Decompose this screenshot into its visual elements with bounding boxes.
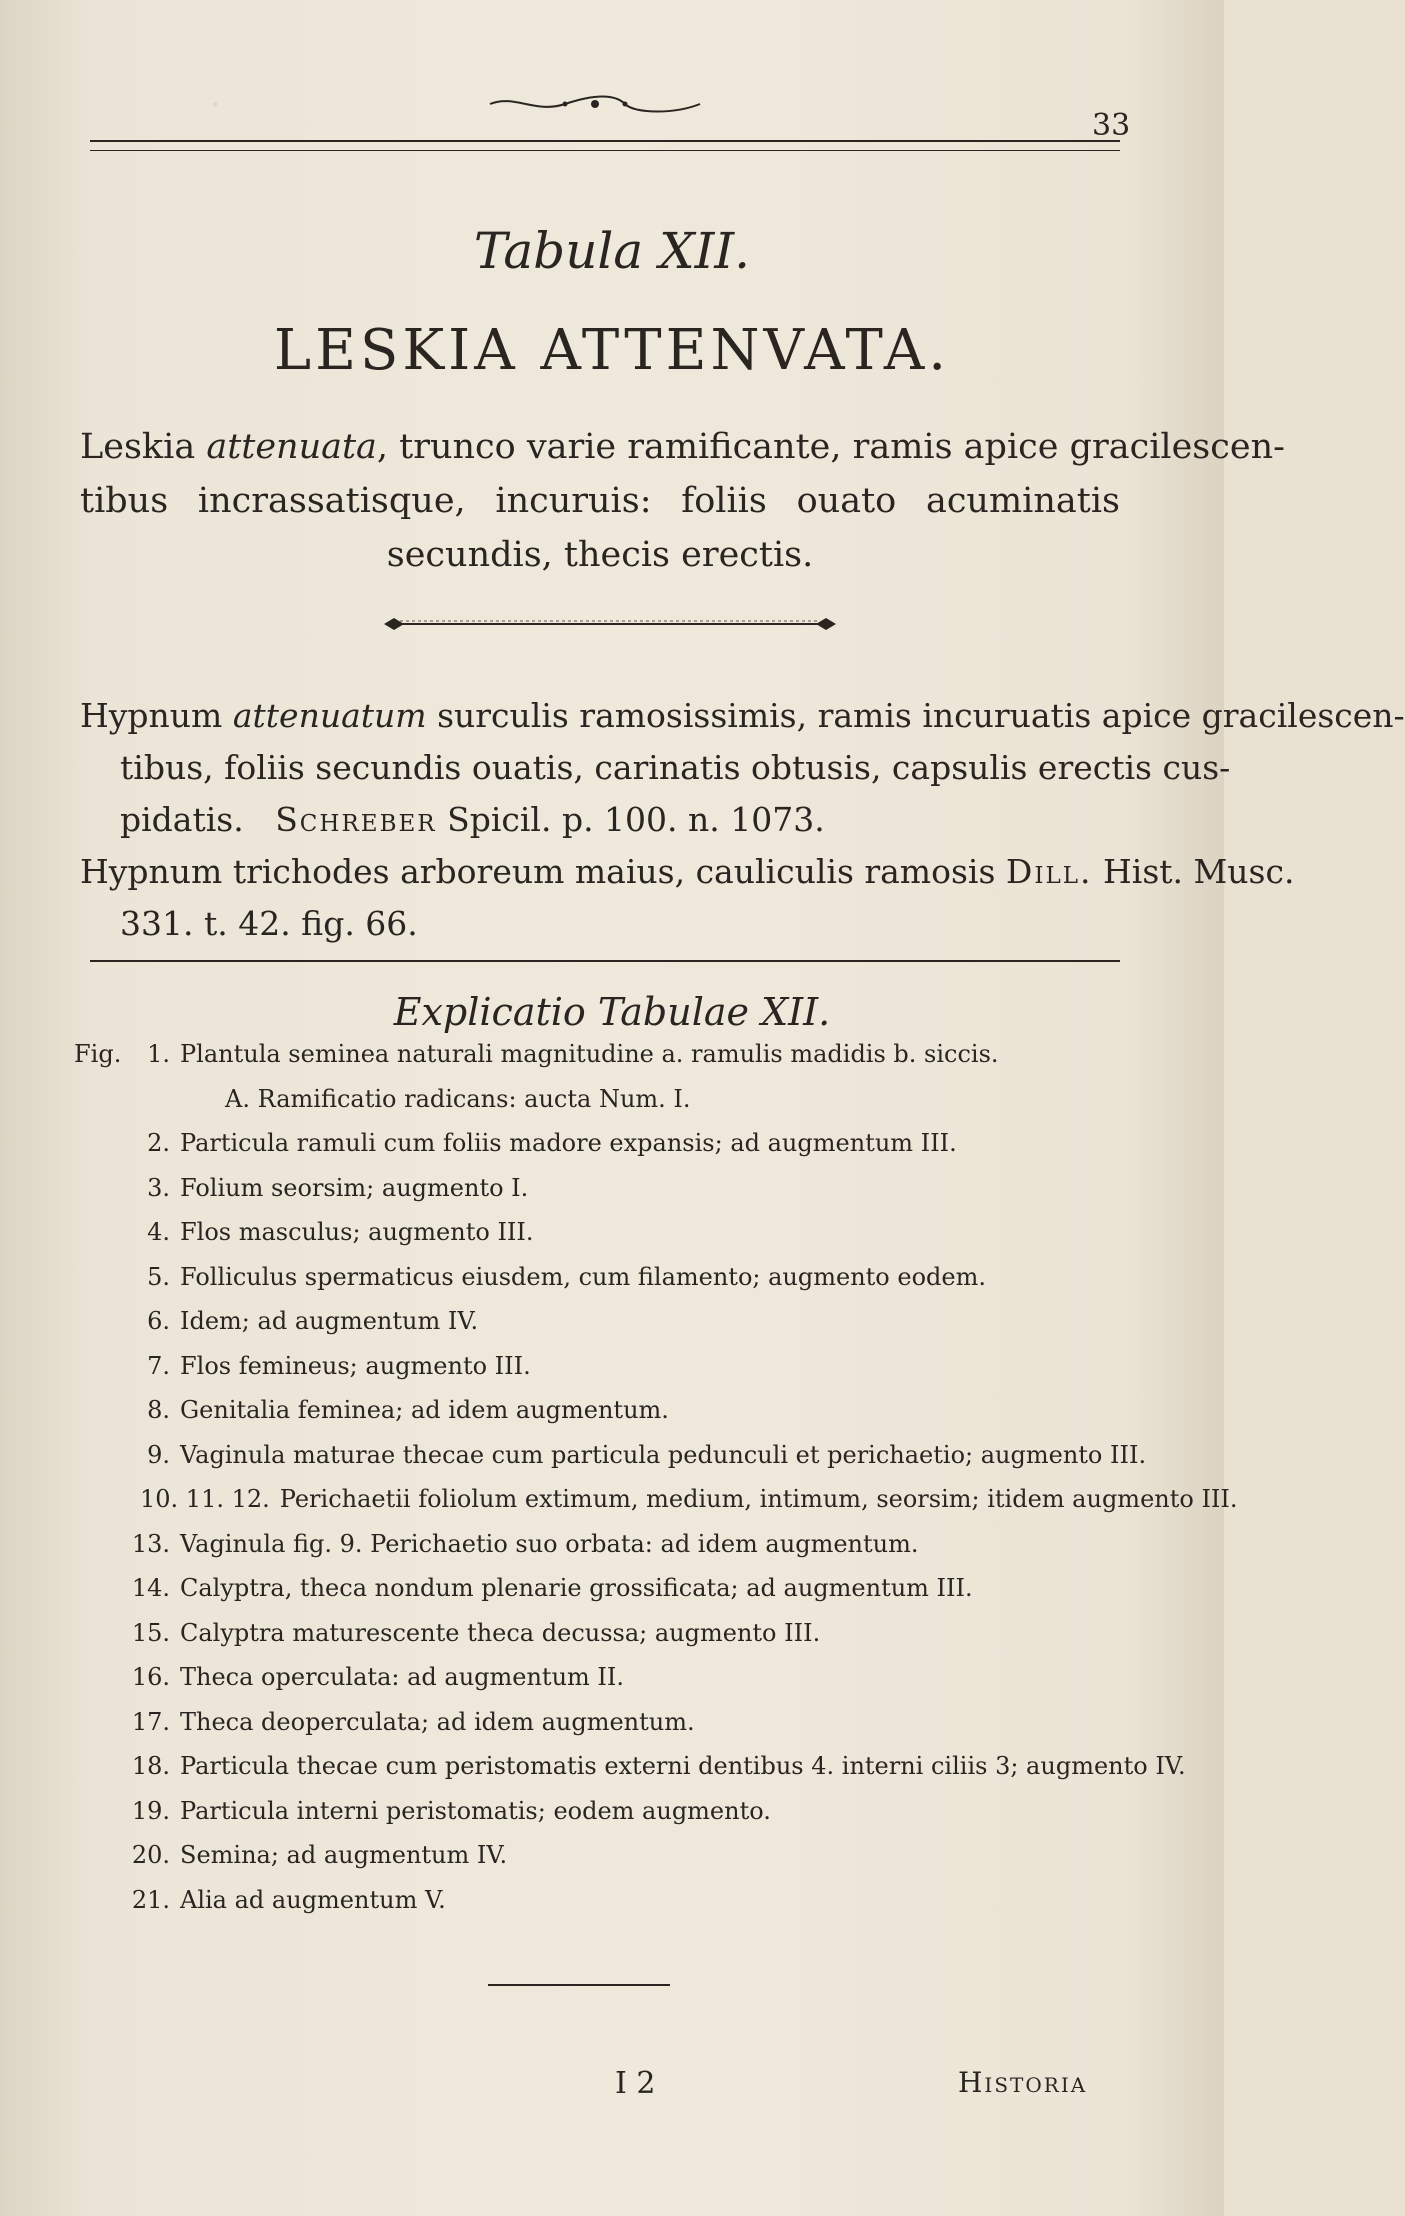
- figure-caption: Vaginula fig. 9. Perichaetio suo orbata: ad idem augmentum.: [180, 1529, 919, 1558]
- figure-item: [120, 1040, 999, 1068]
- figure-item: [120, 1263, 986, 1291]
- synonym1-line-3: [80, 794, 1120, 846]
- figure-caption: Theca deoperculata; ad idem augmentum.: [180, 1707, 695, 1736]
- synonym1-author: Schreber: [275, 800, 437, 839]
- figure-item: [120, 1886, 446, 1914]
- figure-item: [120, 1708, 695, 1736]
- figure-item: [225, 1085, 691, 1113]
- figure-item: [140, 1485, 1238, 1513]
- figure-caption: Flos femineus; augmento III.: [180, 1351, 531, 1380]
- figure-caption: Particula interni peristomatis; eodem augmento.: [180, 1796, 771, 1825]
- species-title: LESKIA ATTENVATA.: [273, 318, 951, 383]
- figure-caption: Particula thecae cum peristomatis externi dentibus 4. interni ciliis 3; augmento IV.: [180, 1752, 1186, 1780]
- bleed-through-text: ·: [210, 85, 227, 125]
- figure-number: 18.: [131, 1752, 170, 1780]
- figure-number: 13.: [131, 1529, 170, 1558]
- figure-number: 4.: [147, 1218, 170, 1246]
- figure-item: [120, 1530, 918, 1558]
- page-number: 33: [1092, 108, 1131, 143]
- tabula-title: Tabula XII.: [473, 222, 751, 280]
- synonym1-epithet: attenuatum: [232, 696, 427, 735]
- synonym1-line-3-start: pidatis.: [120, 800, 244, 839]
- figure-number: 21.: [131, 1885, 170, 1914]
- figure-caption: Folliculus spermaticus eiusdem, cum filamento; augmento eodem.: [180, 1262, 986, 1291]
- figure-item: [120, 1307, 478, 1335]
- figure-caption: Idem; ad augmentum IV.: [180, 1307, 479, 1335]
- synonym1-line-2: tibus, foliis secundis ouatis, carinatis obtusis, capsulis erectis cus-: [120, 748, 1231, 787]
- figure-number: 8.: [147, 1396, 170, 1424]
- synonym2-reference: Hist. Musc.: [1103, 852, 1295, 891]
- figure-number: 10. 11. 12.: [140, 1485, 270, 1513]
- figure-number: 5.: [147, 1262, 170, 1291]
- figure-number: 2.: [147, 1129, 170, 1157]
- figure-item: [120, 1441, 1146, 1469]
- header-double-rule: [90, 140, 1120, 151]
- signature-mark: I 2: [615, 2066, 656, 2101]
- figure-number: 20.: [131, 1841, 170, 1869]
- figure-number: 14.: [131, 1574, 170, 1602]
- synonym2-author: Dill.: [1005, 852, 1093, 891]
- divider-ornament-icon: [380, 614, 840, 634]
- figure-number: 6.: [147, 1307, 170, 1335]
- figure-item: [120, 1174, 528, 1202]
- figure-number: 17.: [131, 1707, 170, 1736]
- figure-caption: Particula ramuli cum foliis madore expansis; ad augmentum III.: [180, 1129, 957, 1157]
- figure-caption: A. Ramificatio radicans: aucta Num. I.: [225, 1084, 691, 1113]
- figure-item: [120, 1129, 957, 1157]
- section-rule: [90, 960, 1120, 962]
- closing-rule: [488, 1984, 670, 1986]
- synonym1-genus: Hypnum: [80, 696, 223, 735]
- figure-number: 9.: [147, 1440, 170, 1469]
- diagnosis-paragraph: [80, 420, 1285, 582]
- figure-number: 3.: [147, 1173, 170, 1202]
- explicatio-title: Explicatio Tabulae XII.: [393, 990, 831, 1034]
- figure-item: [120, 1841, 507, 1869]
- diagnosis-line-1: [80, 420, 1285, 474]
- figure-number: 7.: [147, 1351, 170, 1380]
- synonym1-reference: Spicil. p. 100. n. 1073.: [447, 800, 825, 839]
- figure-caption: Vaginula maturae thecae cum particula pedunculi et perichaetio; augmento III.: [180, 1440, 1147, 1469]
- figure-caption: Folium seorsim; augmento I.: [180, 1173, 529, 1202]
- diagnosis-line-3: secundis, thecis erectis.: [386, 535, 814, 575]
- figure-caption: Plantula seminea naturali magnitudine a. ramulis madidis b. siccis.: [180, 1040, 999, 1068]
- diagnosis-epithet: attenuata: [206, 427, 377, 467]
- figure-caption: Theca operculata: ad augmentum II.: [180, 1663, 625, 1691]
- synonym-paragraph-2: [80, 846, 1295, 950]
- figure-item: [120, 1396, 669, 1424]
- figure-item: [120, 1574, 973, 1602]
- synonym2-text: Hypnum trichodes arboreum maius, cauliculis ramosis: [80, 852, 996, 891]
- figure-number: 15.: [131, 1618, 170, 1647]
- figure-caption: Semina; ad augmentum IV.: [180, 1841, 508, 1869]
- diagnosis-genus: Leskia: [80, 427, 196, 467]
- figure-item: [120, 1752, 1186, 1780]
- synonym1-line-1-rest: surculis ramosissimis, ramis incuruatis apice gracilescen-: [437, 696, 1405, 735]
- figure-item: [120, 1352, 531, 1380]
- figure-number: 16.: [131, 1663, 170, 1691]
- diagnosis-line-2: tibus incrassatisque, incuruis: foliis ouato acuminatis: [80, 481, 1120, 521]
- figure-item: [120, 1797, 771, 1825]
- figure-item: [120, 1218, 534, 1246]
- synonym1-line-1: [80, 690, 1405, 742]
- figure-caption: Alia ad augmentum V.: [180, 1885, 446, 1914]
- top-ornament-icon: [485, 92, 705, 116]
- figure-caption: Calyptra maturescente theca decussa; augmento III.: [180, 1618, 821, 1647]
- catchword: Historia: [958, 2066, 1088, 2099]
- figure-caption: Perichaetii foliolum extimum, medium, intimum, seorsim; itidem augmento III.: [279, 1485, 1238, 1513]
- figure-caption: Genitalia feminea; ad idem augmentum.: [180, 1396, 669, 1424]
- figure-number: 19.: [131, 1796, 170, 1825]
- figure-item: [120, 1663, 624, 1691]
- synonym2-line-2: 331. t. 42. fig. 66.: [120, 904, 418, 943]
- diagnosis-line-1-rest: , trunco varie ramificante, ramis apice gracilescen-: [376, 427, 1285, 467]
- fig-label: Fig.: [74, 1040, 122, 1068]
- synonym-paragraph-1: [80, 690, 1405, 846]
- synonym2-line-1: [80, 846, 1295, 898]
- figure-number: 1.: [147, 1040, 170, 1068]
- figure-caption: Flos masculus; augmento III.: [180, 1218, 534, 1246]
- figure-caption: Calyptra, theca nondum plenarie grossificata; ad augmentum III.: [180, 1574, 973, 1602]
- figure-item: [120, 1619, 820, 1647]
